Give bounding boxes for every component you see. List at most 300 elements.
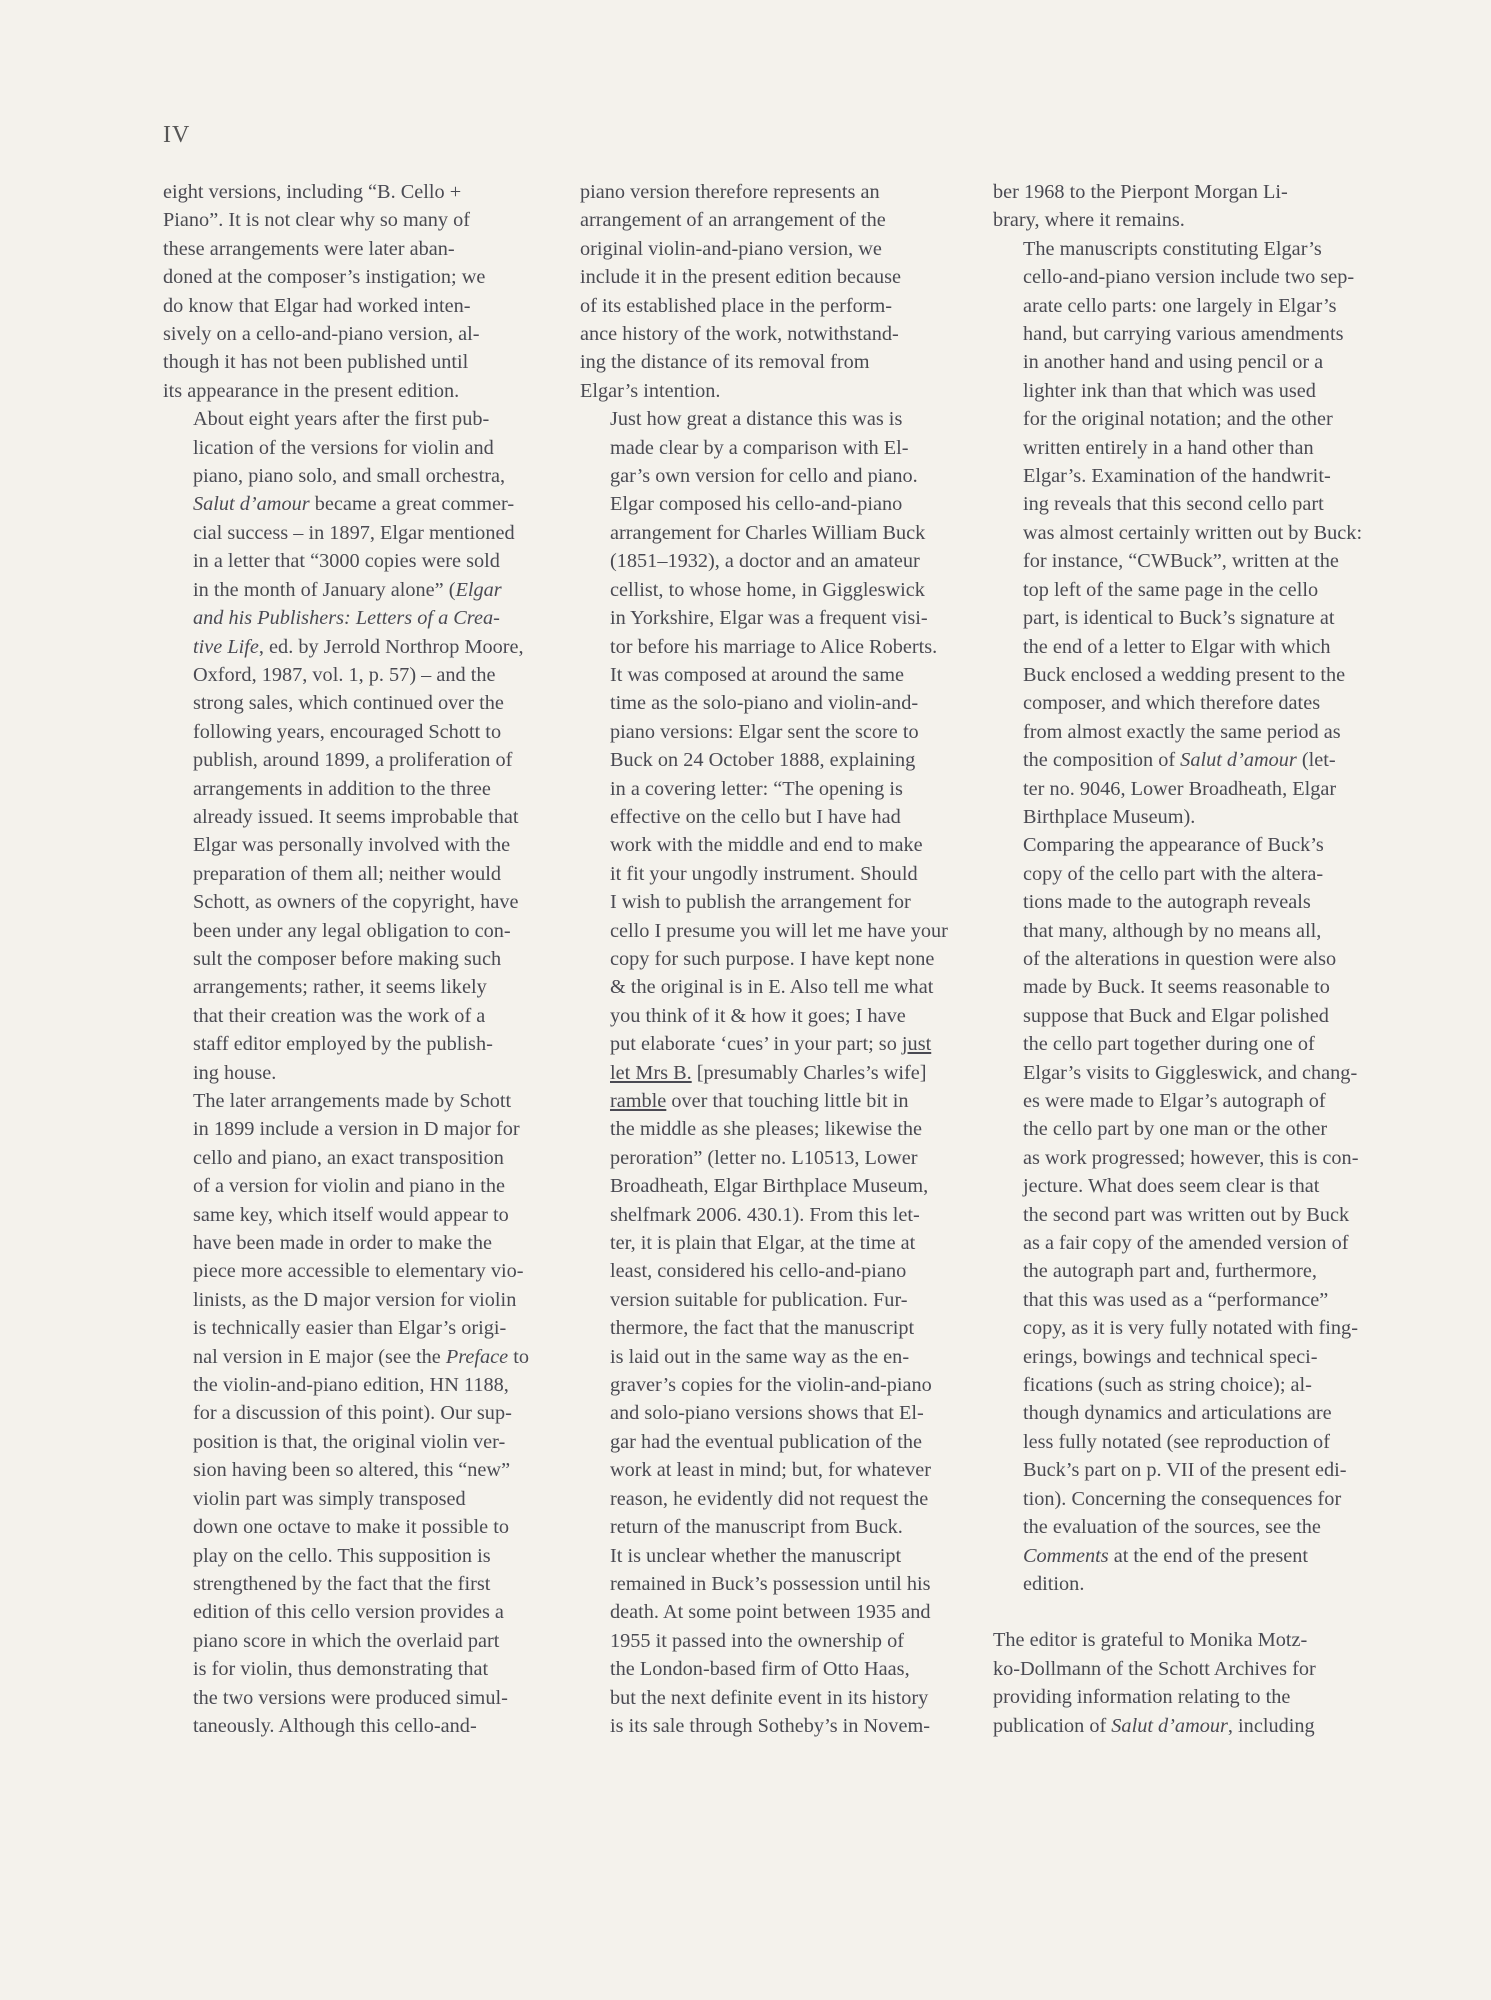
text-line <box>163 434 529 462</box>
text-segment: ing the distance of its removal from <box>580 351 870 374</box>
text-line <box>163 1343 529 1371</box>
italic-text: Comments <box>1023 1544 1109 1567</box>
text-line <box>993 604 1359 632</box>
text-segment: the cello part together during one of <box>1023 1033 1315 1056</box>
text-segment: put elaborate ‘cues’ in your part; so <box>610 1033 902 1056</box>
text-segment: was almost certainly written out by Buck: <box>1023 521 1363 544</box>
text-segment: sively on a cello-and-piano version, al- <box>163 323 480 346</box>
text-line <box>993 206 1359 234</box>
text-line <box>580 775 946 803</box>
text-line <box>993 746 1359 774</box>
text-segment: tion). Concerning the consequences for <box>1023 1487 1342 1510</box>
text-line <box>580 1542 946 1570</box>
text-segment: [presumably Charles’s wife] <box>691 1061 927 1084</box>
text-line <box>993 1201 1359 1229</box>
italic-text: Salut d’amour <box>1180 749 1297 772</box>
text-segment: the middle as she pleases; likewise the <box>610 1118 923 1141</box>
text-line <box>993 235 1359 263</box>
text-line <box>580 1314 946 1342</box>
text-segment: arate cello parts: one largely in Elgar’s <box>1023 294 1337 317</box>
text-segment: Elgar composed his cello-and-piano <box>610 493 903 516</box>
text-line <box>993 320 1359 348</box>
text-segment: The manuscripts constituting Elgar’s <box>1023 237 1322 260</box>
text-line <box>993 1286 1359 1314</box>
text-line <box>580 1115 946 1143</box>
text-segment: is for violin, thus demonstrating that <box>193 1658 489 1681</box>
text-segment: Elgar was personally involved with the <box>193 834 511 857</box>
text-line <box>993 718 1359 746</box>
text-line <box>163 1655 529 1683</box>
text-segment: and solo-piano versions shows that El- <box>610 1402 924 1425</box>
text-segment: I wish to publish the arrangement for <box>610 891 911 914</box>
text-line <box>163 1712 529 1740</box>
text-segment: gar’s own version for cello and piano. <box>610 465 918 488</box>
text-segment: the London-based firm of Otto Haas, <box>610 1658 910 1681</box>
text-line <box>993 547 1359 575</box>
text-segment: cellist, to whose home, in Giggleswick <box>610 578 925 601</box>
paragraph <box>163 178 529 405</box>
text-segment: that this was used as a “performance” <box>1023 1288 1329 1311</box>
text-column-3 <box>993 178 1363 1740</box>
text-line <box>580 1030 946 1058</box>
text-line <box>163 235 529 263</box>
text-line <box>163 206 529 234</box>
text-line <box>993 1172 1359 1200</box>
text-line <box>580 1456 946 1484</box>
text-segment: providing information relating to the <box>993 1686 1291 1709</box>
page-number: IV <box>163 122 191 148</box>
text-line <box>580 1144 946 1172</box>
text-line <box>163 547 529 575</box>
text-segment: death. At some point between 1935 and <box>610 1601 931 1624</box>
text-line <box>993 831 1359 859</box>
text-segment: return of the manuscript from Buck. <box>610 1516 903 1539</box>
text-line <box>163 917 529 945</box>
text-line <box>993 1428 1359 1456</box>
text-line <box>580 746 946 774</box>
text-segment: piano versions: Elgar sent the score to <box>610 720 919 743</box>
text-line <box>163 1172 529 1200</box>
text-segment: the end of a letter to Elgar with which <box>1023 635 1331 658</box>
text-segment: linists, as the D major version for violin <box>193 1288 517 1311</box>
text-segment: ter no. 9046, Lower Broadheath, Elgar <box>1023 777 1337 800</box>
text-line <box>163 1257 529 1285</box>
text-segment: of the alterations in question were also <box>1023 947 1337 970</box>
italic-text: Preface <box>445 1345 509 1368</box>
text-line <box>993 462 1359 490</box>
text-line <box>163 1030 529 1058</box>
text-segment: made clear by a comparison with El- <box>610 436 909 459</box>
text-segment: Comparing the appearance of Buck’s <box>1023 834 1324 857</box>
text-line <box>993 1087 1359 1115</box>
text-segment: & the original is in E. Also tell me what <box>610 976 934 999</box>
text-line <box>163 1144 529 1172</box>
text-line <box>993 1002 1359 1030</box>
text-segment: the autograph part and, furthermore, <box>1023 1260 1317 1283</box>
text-line <box>993 1059 1359 1087</box>
text-segment: edition. <box>1023 1572 1085 1595</box>
text-line <box>993 1229 1359 1257</box>
text-segment: as work progressed; however, this is con- <box>1023 1146 1359 1169</box>
text-segment: work with the middle and end to make <box>610 834 923 857</box>
text-segment: It is unclear whether the manuscript <box>610 1544 902 1567</box>
text-column-2 <box>580 178 946 1740</box>
paragraph <box>993 831 1359 1598</box>
text-line <box>580 1286 946 1314</box>
text-line <box>993 888 1359 916</box>
text-segment: became a great commer- <box>309 493 515 516</box>
text-segment: brary, where it remains. <box>993 209 1185 232</box>
text-line <box>163 1286 529 1314</box>
text-segment: play on the cello. This supposition is <box>193 1544 491 1567</box>
text-segment: is its sale through Sotheby’s in Novem- <box>610 1714 930 1737</box>
text-line <box>993 405 1359 433</box>
text-segment: cello-and-piano version include two sep- <box>1023 266 1355 289</box>
text-segment: erings, bowings and technical speci- <box>1023 1345 1318 1368</box>
text-line <box>163 1115 529 1143</box>
underlined-text: let Mrs B. <box>610 1061 692 1084</box>
text-line <box>163 860 529 888</box>
italic-text: tive Life <box>193 635 259 658</box>
text-segment: time as the solo-piano and violin-and- <box>610 692 919 715</box>
text-segment: Schott, as owners of the copyright, have <box>193 891 519 914</box>
text-line <box>993 348 1359 376</box>
text-segment: do know that Elgar had worked inten- <box>163 294 471 317</box>
text-segment: it fit your ungodly instrument. Should <box>610 862 918 885</box>
text-line <box>163 1456 529 1484</box>
text-segment: strong sales, which continued over the <box>193 692 504 715</box>
text-segment: ing reveals that this second cello part <box>1023 493 1324 516</box>
text-line <box>580 661 946 689</box>
text-line <box>163 1087 529 1115</box>
text-segment: work at least in mind; but, for whatever <box>610 1459 932 1482</box>
paragraph <box>993 178 1359 235</box>
text-segment: Buck’s part on p. VII of the present edi- <box>1023 1459 1347 1482</box>
text-line <box>580 1172 946 1200</box>
underlined-text: ramble <box>610 1090 667 1112</box>
text-line <box>580 604 946 632</box>
text-line <box>580 206 946 234</box>
text-segment: gar had the eventual publication of the <box>610 1430 922 1453</box>
text-segment: effective on the cello but I have had <box>610 805 901 828</box>
text-line <box>580 434 946 462</box>
text-line <box>580 1598 946 1626</box>
text-line <box>993 1399 1359 1427</box>
italic-text: Salut d’amour <box>1111 1714 1228 1737</box>
text-line <box>163 1229 529 1257</box>
text-segment: of its established place in the perform- <box>580 294 893 317</box>
text-segment: over that touching little bit in <box>666 1090 909 1112</box>
text-segment: It was composed at around the same <box>610 663 904 686</box>
text-line <box>580 973 946 1001</box>
text-line <box>993 1655 1359 1683</box>
paragraph <box>993 235 1363 832</box>
text-line <box>580 377 946 405</box>
text-segment: (1851–1932), a doctor and an amateur <box>610 550 920 573</box>
text-line <box>580 917 946 945</box>
text-line <box>580 1428 946 1456</box>
text-segment: in another hand and using pencil or a <box>1023 351 1324 374</box>
text-segment: preparation of them all; neither would <box>193 862 502 885</box>
text-segment: suppose that Buck and Elgar polished <box>1023 1004 1329 1027</box>
text-segment: have been made in order to make the <box>193 1232 493 1255</box>
text-segment: eight versions, including “B. Cello + <box>163 181 462 203</box>
text-segment: , ed. by Jerrold Northrop Moore, <box>258 635 524 658</box>
text-segment: less fully notated (see reproduction of <box>1023 1430 1330 1453</box>
text-segment: you think of it & how it goes; I have <box>610 1004 906 1027</box>
text-segment: original violin-and-piano version, we <box>580 237 882 260</box>
text-line <box>163 462 529 490</box>
text-segment: its appearance in the present edition. <box>163 379 460 402</box>
text-segment: tor before his marriage to Alice Roberts. <box>610 635 938 658</box>
text-segment: Just how great a distance this was is <box>610 408 903 431</box>
text-line <box>163 718 529 746</box>
text-segment: the cello part by one man or the other <box>1023 1118 1328 1141</box>
text-line <box>163 1570 529 1598</box>
text-line <box>163 1684 529 1712</box>
text-segment: same key, which itself would appear to <box>193 1203 509 1226</box>
text-segment: tions made to the autograph reveals <box>1023 891 1311 914</box>
text-segment: copy, as it is very fully notated with fing- <box>1023 1317 1358 1340</box>
text-segment: the violin-and-piano edition, HN 1188, <box>193 1374 509 1397</box>
text-segment: though it has not been published until <box>163 351 469 374</box>
text-segment: though dynamics and articulations are <box>1023 1402 1332 1425</box>
text-line <box>163 661 529 689</box>
text-segment: Buck on 24 October 1888, explaining <box>610 749 916 772</box>
text-segment: the evaluation of the sources, see the <box>1023 1516 1321 1539</box>
text-line <box>163 1428 529 1456</box>
text-line <box>580 1655 946 1683</box>
text-line <box>163 320 529 348</box>
text-segment: thermore, the fact that the manuscript <box>610 1317 915 1340</box>
text-segment: lication of the versions for violin and <box>193 436 494 459</box>
text-segment: (let- <box>1296 749 1336 772</box>
text-line <box>993 576 1359 604</box>
text-segment: following years, encouraged Schott to <box>193 720 502 743</box>
text-segment: at the end of the present <box>1108 1544 1308 1567</box>
text-line <box>163 831 529 859</box>
text-line <box>580 263 946 291</box>
text-line <box>580 860 946 888</box>
text-line <box>580 1485 946 1513</box>
text-line <box>993 917 1359 945</box>
text-segment: copy of the cello part with the altera- <box>1023 862 1324 885</box>
text-line <box>580 888 946 916</box>
text-segment: copy for such purpose. I have kept none <box>610 947 935 970</box>
text-segment: from almost exactly the same period as <box>1023 720 1341 743</box>
text-line <box>580 718 946 746</box>
text-line <box>163 1542 529 1570</box>
text-line <box>163 633 529 661</box>
text-segment: piano, piano solo, and small orchestra, <box>193 465 506 488</box>
text-segment: doned at the composer’s instigation; we <box>163 266 486 289</box>
paragraph <box>163 1087 529 1740</box>
text-line <box>993 1570 1359 1598</box>
text-line <box>993 490 1359 518</box>
text-line <box>580 348 946 376</box>
text-line <box>580 945 946 973</box>
text-line <box>993 689 1359 717</box>
text-line <box>163 746 529 774</box>
paragraph <box>580 405 946 1740</box>
text-line <box>580 320 946 348</box>
text-segment: Piano”. It is not clear why so many of <box>163 209 470 232</box>
text-segment: in the month of January alone” ( <box>193 578 456 601</box>
text-segment: piano version therefore represents an <box>580 181 880 203</box>
text-line <box>993 1371 1359 1399</box>
text-segment: ing house. <box>193 1061 277 1084</box>
text-segment: es were made to Elgar’s autograph of <box>1023 1090 1326 1112</box>
text-segment: 1955 it passed into the ownership of <box>610 1629 905 1652</box>
text-line <box>580 405 946 433</box>
text-segment: already issued. It seems improbable that <box>193 805 519 828</box>
text-segment: in Yorkshire, Elgar was a frequent visi- <box>610 607 928 630</box>
text-segment: written entirely in a hand other than <box>1023 436 1314 459</box>
text-line <box>580 1399 946 1427</box>
text-segment: jecture. What does seem clear is that <box>1023 1175 1320 1198</box>
text-line <box>993 377 1359 405</box>
text-segment: part, is identical to Buck’s signature at <box>1023 607 1335 630</box>
text-line <box>993 803 1359 831</box>
text-segment: version suitable for publication. Fur- <box>610 1288 908 1311</box>
text-line <box>580 803 946 831</box>
text-segment: peroration” (letter no. L10513, Lower <box>610 1146 918 1169</box>
text-segment: cial success – in 1897, Elgar mentioned <box>193 521 515 544</box>
text-line <box>993 434 1359 462</box>
text-segment: taneously. Although this cello-and- <box>193 1714 477 1737</box>
text-line <box>993 1513 1359 1541</box>
text-line <box>580 1059 946 1087</box>
text-line <box>163 945 529 973</box>
underlined-text: just <box>901 1033 932 1056</box>
italic-text: Elgar <box>455 578 502 601</box>
text-segment: piece more accessible to elementary vio- <box>193 1260 524 1283</box>
text-segment: reason, he evidently did not request the <box>610 1487 929 1510</box>
text-line <box>580 1684 946 1712</box>
paragraph <box>993 1626 1359 1740</box>
text-segment: made by Buck. It seems reasonable to <box>1023 976 1330 999</box>
text-segment: that their creation was the work of a <box>193 1004 486 1027</box>
text-segment: arrangements; rather, it seems likely <box>193 976 487 999</box>
text-line <box>993 1314 1359 1342</box>
text-segment: in a letter that “3000 copies were sold <box>193 550 500 573</box>
text-line <box>163 689 529 717</box>
text-segment: for the original notation; and the other <box>1023 408 1333 431</box>
text-line <box>163 604 529 632</box>
text-segment: that many, although by no means all, <box>1023 919 1322 942</box>
text-line <box>580 490 946 518</box>
text-segment: is laid out in the same way as the en- <box>610 1345 910 1368</box>
text-line <box>163 405 529 433</box>
text-segment: Elgar’s intention. <box>580 379 721 402</box>
text-line <box>163 1371 529 1399</box>
text-segment: Elgar’s. Examination of the handwrit- <box>1023 465 1331 488</box>
text-line <box>580 1513 946 1541</box>
text-line <box>580 547 946 575</box>
text-line <box>993 973 1359 1001</box>
text-segment: publish, around 1899, a proliferation of <box>193 749 513 772</box>
text-line <box>163 1201 529 1229</box>
text-segment: Elgar’s visits to Giggleswick, and chang- <box>1023 1061 1358 1084</box>
text-line <box>163 519 529 547</box>
text-line <box>163 973 529 1001</box>
text-segment: , including <box>1227 1714 1315 1737</box>
text-line <box>580 292 946 320</box>
text-segment: but the next definite event in its history <box>610 1686 929 1709</box>
text-segment: violin part was simply transposed <box>193 1487 466 1510</box>
text-line <box>993 860 1359 888</box>
text-line <box>993 945 1359 973</box>
text-line <box>163 1059 529 1087</box>
text-segment: graver’s copies for the violin-and-piano <box>610 1374 932 1397</box>
text-segment: nal version in E major (see the <box>193 1345 446 1368</box>
text-segment: shelfmark 2006. 430.1). From this let- <box>610 1203 920 1226</box>
text-line <box>580 1712 946 1740</box>
text-segment: in 1899 include a version in D major for <box>193 1118 520 1141</box>
text-segment: staff editor employed by the publish- <box>193 1033 493 1056</box>
text-segment: Oxford, 1987, vol. 1, p. 57) – and the <box>193 663 496 686</box>
text-line <box>163 292 529 320</box>
text-segment: the two versions were produced simul- <box>193 1686 508 1709</box>
text-line <box>163 490 529 518</box>
text-segment: strengthened by the fact that the first <box>193 1572 491 1595</box>
text-segment: top left of the same page in the cello <box>1023 578 1319 601</box>
text-segment: arrangement for Charles William Buck <box>610 521 926 544</box>
text-line <box>163 1399 529 1427</box>
text-segment: the second part was written out by Buck <box>1023 1203 1350 1226</box>
text-line <box>580 689 946 717</box>
text-segment: cello I presume you will let me have your <box>610 919 948 942</box>
text-segment: ber 1968 to the Pierpont Morgan Li- <box>993 181 1288 203</box>
text-line <box>163 775 529 803</box>
text-segment: hand, but carrying various amendments <box>1023 323 1344 346</box>
text-line <box>580 633 946 661</box>
text-segment: been under any legal obligation to con- <box>193 919 511 942</box>
text-line <box>580 1257 946 1285</box>
text-line <box>993 775 1359 803</box>
text-line <box>993 1115 1359 1143</box>
text-segment: for instance, “CWBuck”, written at the <box>1023 550 1339 573</box>
text-line <box>993 1456 1359 1484</box>
text-segment: to <box>508 1345 530 1368</box>
text-line <box>993 1626 1359 1654</box>
text-line <box>993 661 1359 689</box>
text-line <box>163 888 529 916</box>
text-line <box>993 633 1359 661</box>
text-line <box>580 1570 946 1598</box>
text-line <box>163 1513 529 1541</box>
paragraph <box>163 405 529 1087</box>
text-line <box>580 1343 946 1371</box>
text-segment: ko-Dollmann of the Schott Archives for <box>993 1657 1316 1680</box>
text-segment: The editor is grateful to Monika Motz- <box>993 1629 1308 1652</box>
text-segment: arrangement of an arrangement of the <box>580 209 886 232</box>
text-segment: About eight years after the first pub- <box>193 408 490 431</box>
text-segment: cello and piano, an exact transposition <box>193 1146 504 1169</box>
text-line <box>993 292 1359 320</box>
text-line <box>163 348 529 376</box>
text-line <box>993 1542 1359 1570</box>
text-segment: Buck enclosed a wedding present to the <box>1023 663 1346 686</box>
text-line <box>163 178 529 206</box>
text-segment: ance history of the work, notwithstand- <box>580 323 899 346</box>
text-line <box>163 1002 529 1030</box>
text-segment: the composition of <box>1023 749 1181 772</box>
text-line <box>163 263 529 291</box>
text-segment: edition of this cello version provides a <box>193 1601 504 1624</box>
text-segment: sion having been so altered, this “new” <box>193 1459 511 1482</box>
text-line <box>163 377 529 405</box>
